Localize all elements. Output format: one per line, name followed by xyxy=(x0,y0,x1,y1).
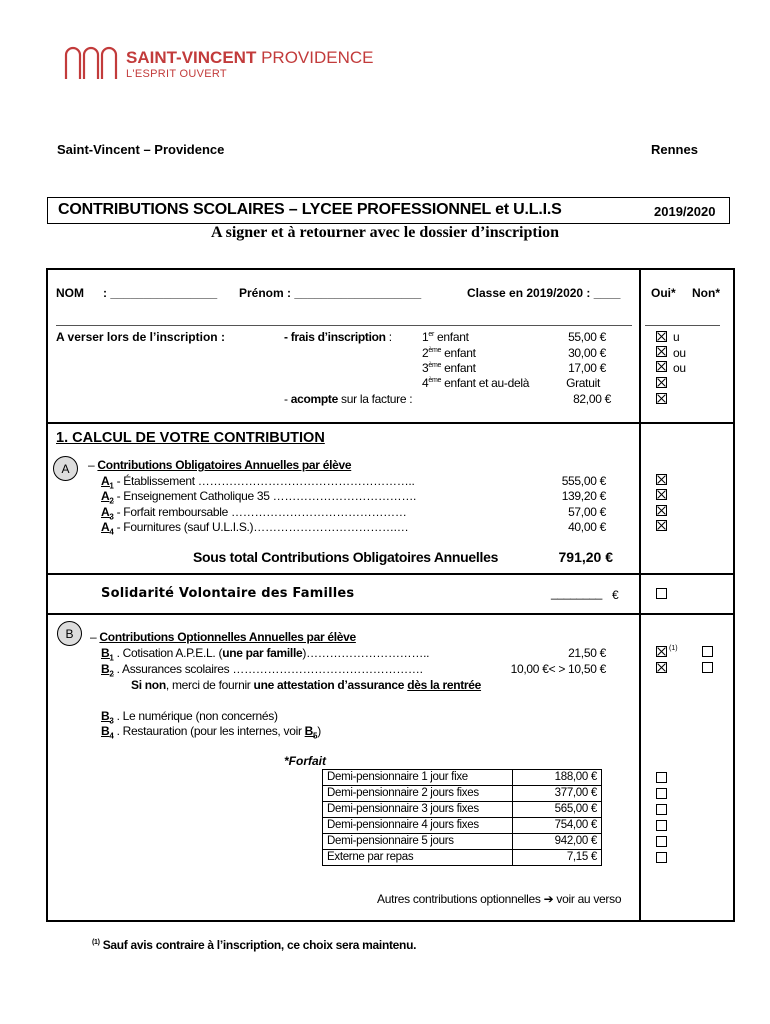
nom-field[interactable]: : ________________ xyxy=(103,286,218,300)
table-row xyxy=(323,850,602,866)
section-divider xyxy=(46,422,735,424)
school-name: Saint-Vincent – Providence xyxy=(57,142,225,157)
item-b3: $B_3$ . Le numérique (non concernés) xyxy=(101,709,278,726)
forfait-label: Demi-pensionnaire 1 jour fixe xyxy=(323,770,513,786)
oui-checkbox-frais-3[interactable] xyxy=(656,361,667,372)
oui-checkbox-b1[interactable] xyxy=(656,646,667,657)
solidarite-euro: € xyxy=(612,588,619,602)
forfait-amount: 7,15 € xyxy=(513,850,602,866)
table-row xyxy=(323,834,602,850)
frais-amount-3: 17,00 € xyxy=(568,361,606,375)
item-a2: $A_2$ - Enseignement Catholique 35 ………………………………. xyxy=(101,489,417,506)
oui-checkbox-forfait-3[interactable] xyxy=(656,804,667,815)
right-arrow-icon: ➔ xyxy=(543,892,554,906)
non-header: Non* xyxy=(692,286,720,300)
logo-tagline: L'ESPRIT OUVERT xyxy=(126,68,227,80)
oui-checkbox-frais-4[interactable] xyxy=(656,377,667,388)
table-row xyxy=(323,802,602,818)
oui-checkbox-frais-2[interactable] xyxy=(656,346,667,357)
subtotal-amount: 791,20 € xyxy=(558,549,613,565)
section-divider xyxy=(46,573,735,575)
autres-contributions-note: Autres contributions optionnelles ➔ voir au verso xyxy=(377,892,622,906)
item-b2-amount: 10,00 €< > 10,50 € xyxy=(510,662,606,676)
frais-label: - frais d’inscription : xyxy=(284,330,392,344)
section-title: 1. CALCUL DE VOTRE CONTRIBUTION xyxy=(56,430,325,446)
header-underline xyxy=(56,325,632,326)
header-underline xyxy=(645,325,720,326)
table-row xyxy=(323,786,602,802)
footnote: $^{(1)}$ Sauf avis contraire à l’inscription, ce choix sera maintenu. xyxy=(92,938,417,952)
forfait-label: Externe par repas xyxy=(323,850,513,866)
forfait-label: Demi-pensionnaire 4 jours fixes xyxy=(323,818,513,834)
oui-checkbox-solidarite[interactable] xyxy=(656,588,667,599)
oui-checkbox-forfait-1[interactable] xyxy=(656,772,667,783)
oui-checkbox-a2[interactable] xyxy=(656,489,667,500)
solidarite-label: Solidarité Volontaire des Familles xyxy=(101,586,355,601)
section-b-badge: B xyxy=(57,621,82,646)
b1-footnote-mark: (1) xyxy=(669,645,678,652)
classe-field[interactable]: Classe en 2019/2020 : ____ xyxy=(467,286,621,300)
column-divider xyxy=(639,268,641,922)
oui-checkbox-a4[interactable] xyxy=(656,520,667,531)
section-a-badge: A xyxy=(53,456,78,481)
frais-row-2: 2ème enfant xyxy=(422,346,476,360)
item-b1: $B_1$ . Cotisation A.P.E.L. (une par famille)………………………….. xyxy=(101,646,430,663)
nom-label: NOM xyxy=(56,286,84,300)
frais-suffix-2: ou xyxy=(673,346,686,360)
oui-header: Oui* xyxy=(651,286,676,300)
forfait-amount: 942,00 € xyxy=(513,834,602,850)
item-b4: $B_4$ . Restauration (pour les internes, voir $B_5$) xyxy=(101,724,321,741)
logo-name: SAINT-VINCENT PROVIDENCE xyxy=(126,48,374,67)
oui-checkbox-forfait-4[interactable] xyxy=(656,820,667,831)
city-name: Rennes xyxy=(651,142,698,157)
forfait-label: Demi-pensionnaire 2 jours fixes xyxy=(323,786,513,802)
prenom-field[interactable]: Prénom : ___________________ xyxy=(239,286,422,300)
school-year: 2019/2020 xyxy=(654,204,716,219)
table-row xyxy=(323,818,602,834)
oui-checkbox-a1[interactable] xyxy=(656,474,667,485)
frais-amount-2: 30,00 € xyxy=(568,346,606,360)
item-a4: $A_4$ - Fournitures (sauf U.L.I.S.)……………………………….… xyxy=(101,520,409,537)
assurance-note: Si non, merci de fournir une attestation d’assurance dès la rentrée xyxy=(131,678,482,692)
frais-amount-4: Gratuit xyxy=(566,376,600,390)
section-divider xyxy=(46,613,735,615)
forfait-label: Demi-pensionnaire 5 jours xyxy=(323,834,513,850)
frais-row-3: 3ème enfant xyxy=(422,361,476,375)
table-row xyxy=(323,770,602,786)
oui-checkbox-b2[interactable] xyxy=(656,662,667,673)
acompte-amount: 82,00 € xyxy=(573,392,611,406)
acompte-label: - acompte sur la facture : xyxy=(284,392,413,406)
frais-row-4: 4ème enfant et au-delà xyxy=(422,376,530,390)
oui-checkbox-forfait-5[interactable] xyxy=(656,836,667,847)
item-b1-amount: 21,50 € xyxy=(568,646,606,660)
arches-logo-icon xyxy=(64,46,120,80)
frais-amount-1: 55,00 € xyxy=(568,330,606,344)
item-a4-amount: 40,00 € xyxy=(568,520,606,534)
forfait-title: *Forfait xyxy=(284,754,326,768)
frais-suffix-1: u xyxy=(673,330,680,344)
frais-row-1: 1er enfant xyxy=(422,330,469,344)
forfait-amount: 754,00 € xyxy=(513,818,602,834)
forfait-table xyxy=(322,769,602,866)
item-a2-amount: 139,20 € xyxy=(561,489,606,503)
subtotal-label: Sous total Contributions Obligatoires Annuelles xyxy=(193,549,499,565)
frais-suffix-3: ou xyxy=(673,361,686,375)
item-a3: $A_3$ - Forfait remboursable ……………………………………… xyxy=(101,505,407,522)
section-a-title: – Contributions Obligatoires Annuelles par élève xyxy=(88,458,352,472)
item-a3-amount: 57,00 € xyxy=(568,505,606,519)
forfait-amount: 377,00 € xyxy=(513,786,602,802)
oui-checkbox-frais-1[interactable] xyxy=(656,331,667,342)
non-checkbox-b1[interactable] xyxy=(702,646,713,657)
oui-checkbox-acompte[interactable] xyxy=(656,393,667,404)
item-a1: $A_1$ - Établissement ……………………………………………….. xyxy=(101,474,415,491)
oui-checkbox-forfait-2[interactable] xyxy=(656,788,667,799)
forfait-amount: 565,00 € xyxy=(513,802,602,818)
inscription-label: A verser lors de l’inscription : xyxy=(56,330,225,344)
page-title: CONTRIBUTIONS SCOLAIRES – LYCEE PROFESSIONNEL et U.L.I.S xyxy=(58,201,562,218)
oui-checkbox-forfait-6[interactable] xyxy=(656,852,667,863)
section-b-title: – Contributions Optionnelles Annuelles par élève xyxy=(90,630,356,644)
solidarite-amount-field[interactable]: ________ xyxy=(551,586,602,600)
item-a1-amount: 555,00 € xyxy=(561,474,606,488)
non-checkbox-b2[interactable] xyxy=(702,662,713,673)
item-b2: $B_2$ . Assurances scolaires …………………………………………. xyxy=(101,662,423,679)
oui-checkbox-a3[interactable] xyxy=(656,505,667,516)
forfait-label: Demi-pensionnaire 3 jours fixes xyxy=(323,802,513,818)
page-subtitle: A signer et à retourner avec le dossier d’inscription xyxy=(210,224,560,241)
forfait-amount: 188,00 € xyxy=(513,770,602,786)
